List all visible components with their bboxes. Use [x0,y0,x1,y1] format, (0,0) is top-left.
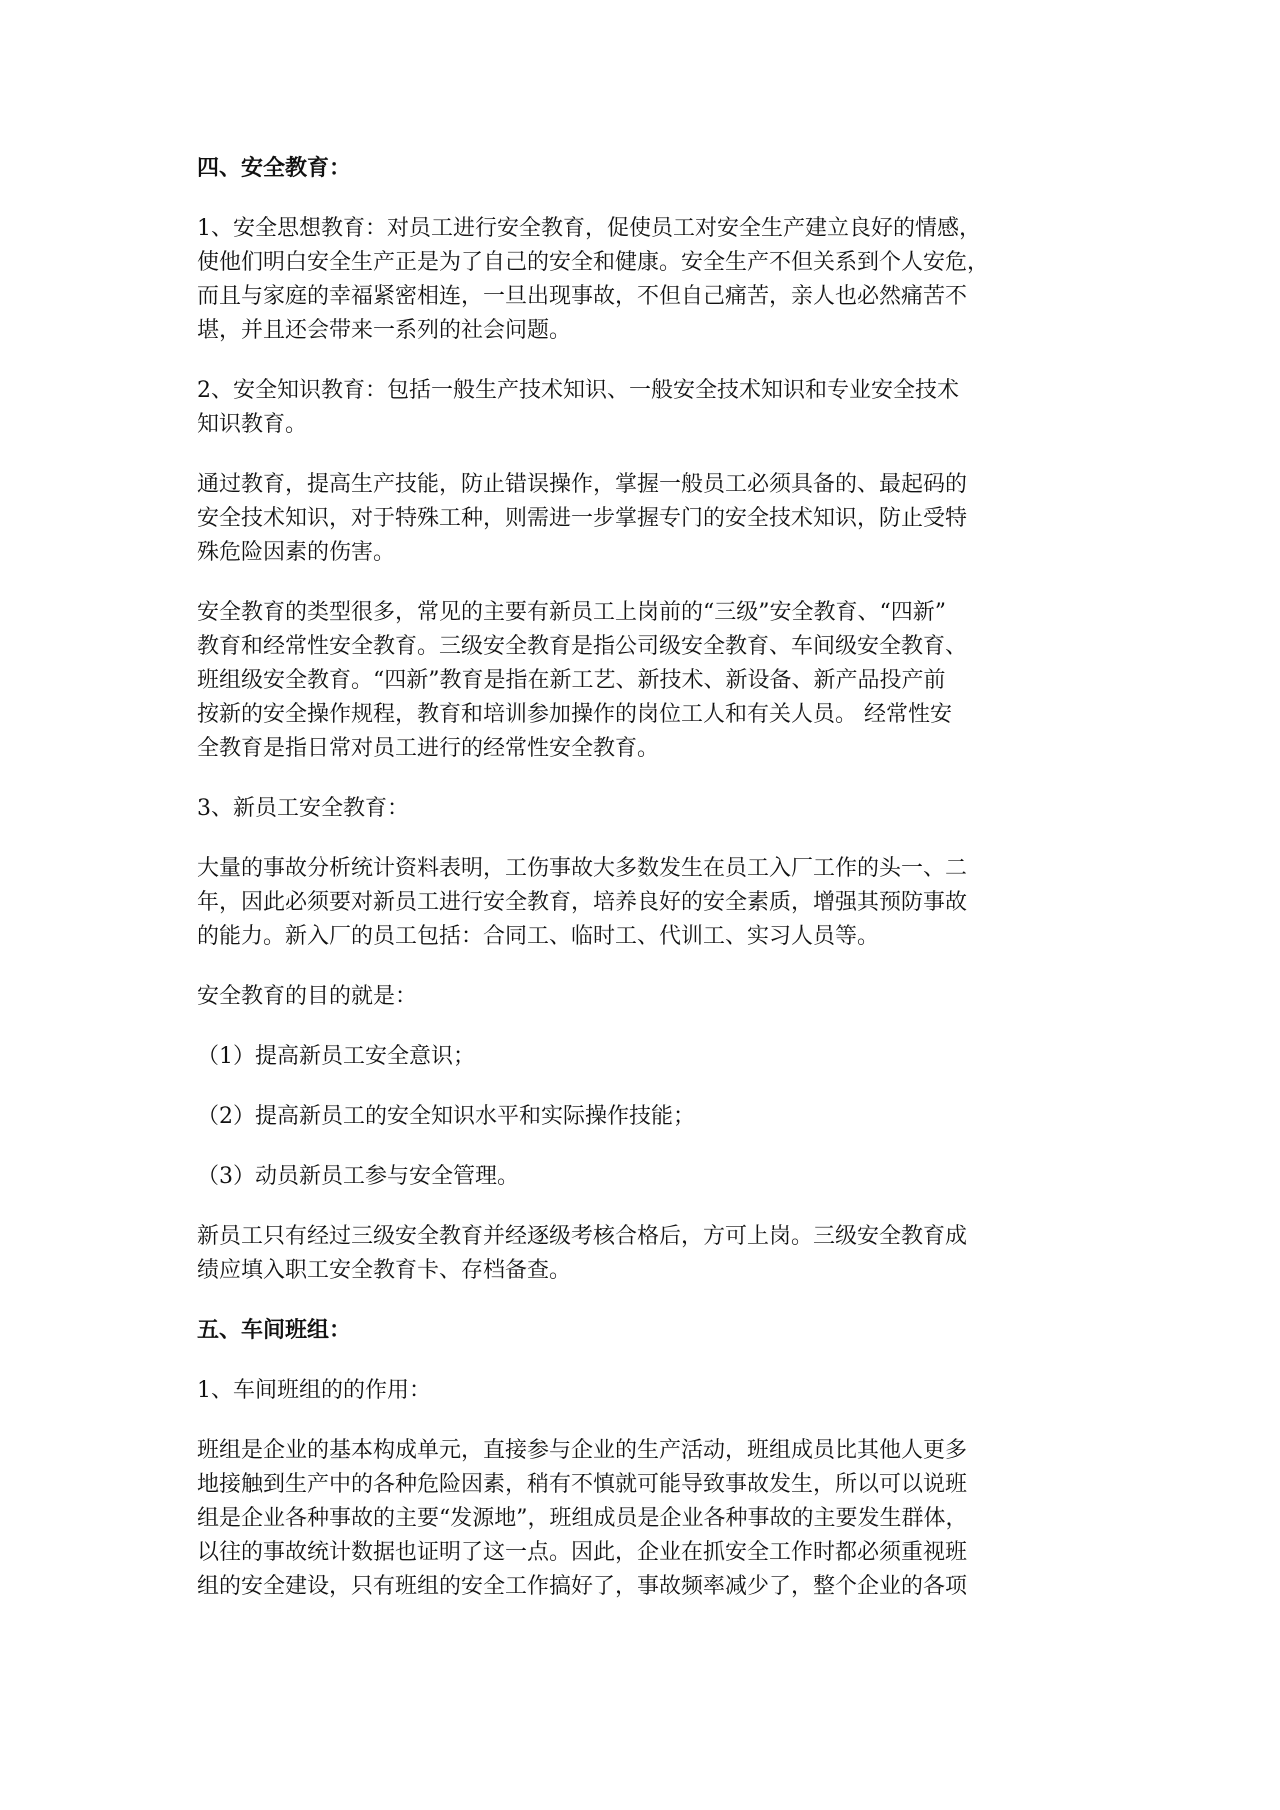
text-line: 班组是企业的基本构成单元，直接参与企业的生产活动，班组成员比其他人更多 [197,1438,968,1463]
text-line: 使他们明白安全生产正是为了自己的安全和健康。安全生产不但关系到个人安危， [197,250,990,275]
document-body [197,152,1097,1630]
text-line: 大量的事故分析统计资料表明，工伤事故大多数发生在员工入厂工作的头一、二 [197,856,968,881]
paragraph [197,1040,1097,1074]
paragraph [197,792,1097,826]
text-line: 知识教育。 [197,412,308,437]
text-line: 安全教育的类型很多，常见的主要有新员工上岗前的“三级”安全教育、“四新” [197,600,946,625]
text-line: （3）动员新员工参与安全管理。 [197,1164,519,1189]
section-heading: 四、安全教育： [197,156,352,181]
text-line: 通过教育，提高生产技能，防止错误操作，掌握一般员工必须具备的、最起码的 [197,472,968,497]
text-line: 全教育是指日常对员工进行的经常性安全教育。 [197,736,660,761]
paragraph [197,212,1097,348]
text-line: 按新的安全操作规程，教育和培训参加操作的岗位工人和有关人员。 经常性安 [197,702,952,727]
text-line: 安全教育的目的就是： [197,984,418,1009]
text-line: 组是企业各种事故的主要“发源地”，班组成员是企业各种事故的主要发生群体， [197,1506,968,1531]
text-line: （1）提高新员工安全意识； [197,1044,475,1069]
paragraph [197,468,1097,570]
text-line: 组的安全建设，只有班组的安全工作搞好了，事故频率减少了，整个企业的各项 [197,1574,968,1599]
text-line: 年，因此必须要对新员工进行安全教育，培养良好的安全素质，增强其预防事故 [197,890,968,915]
text-line: 以往的事故统计数据也证明了这一点。因此，企业在抓安全工作时都必须重视班 [197,1540,968,1565]
text-line: 2、安全知识教育：包括一般生产技术知识、一般安全技术知识和专业安全技术 [197,378,959,403]
text-line: 安全技术知识，对于特殊工种，则需进一步掌握专门的安全技术知识，防止受特 [197,506,968,531]
text-line: 班组级安全教育。“四新”教育是指在新工艺、新技术、新设备、新产品投产前 [197,668,946,693]
paragraph [197,980,1097,1014]
paragraph [197,852,1097,954]
paragraph [197,1374,1097,1408]
text-line: 1、安全思想教育：对员工进行安全教育，促使员工对安全生产建立良好的情感， [197,216,981,241]
paragraph [197,596,1097,766]
text-line: 教育和经常性安全教育。三级安全教育是指公司级安全教育、车间级安全教育、 [197,634,968,659]
paragraph [197,1434,1097,1604]
text-line: 1、车间班组的的作用： [197,1378,431,1403]
text-line: 而且与家庭的幸福紧密相连，一旦出现事故，不但自己痛苦，亲人也必然痛苦不 [197,284,968,309]
paragraph [197,374,1097,442]
text-line: 殊危险因素的伤害。 [197,540,396,565]
section-heading: 五、车间班组： [197,1318,352,1343]
paragraph [197,1220,1097,1288]
paragraph [197,1160,1097,1194]
paragraph [197,1100,1097,1134]
text-line: 绩应填入职工安全教育卡、存档备查。 [197,1258,572,1283]
text-line: 堪，并且还会带来一系列的社会问题。 [197,318,572,343]
text-line: 3、新员工安全教育： [197,796,409,821]
text-line: 新员工只有经过三级安全教育并经逐级考核合格后，方可上岗。三级安全教育成 [197,1224,968,1249]
text-line: 地接触到生产中的各种危险因素，稍有不慎就可能导致事故发生，所以可以说班 [197,1472,968,1497]
text-line: 的能力。新入厂的员工包括：合同工、临时工、代训工、实习人员等。 [197,924,880,949]
text-line: （2）提高新员工的安全知识水平和实际操作技能； [197,1104,695,1129]
